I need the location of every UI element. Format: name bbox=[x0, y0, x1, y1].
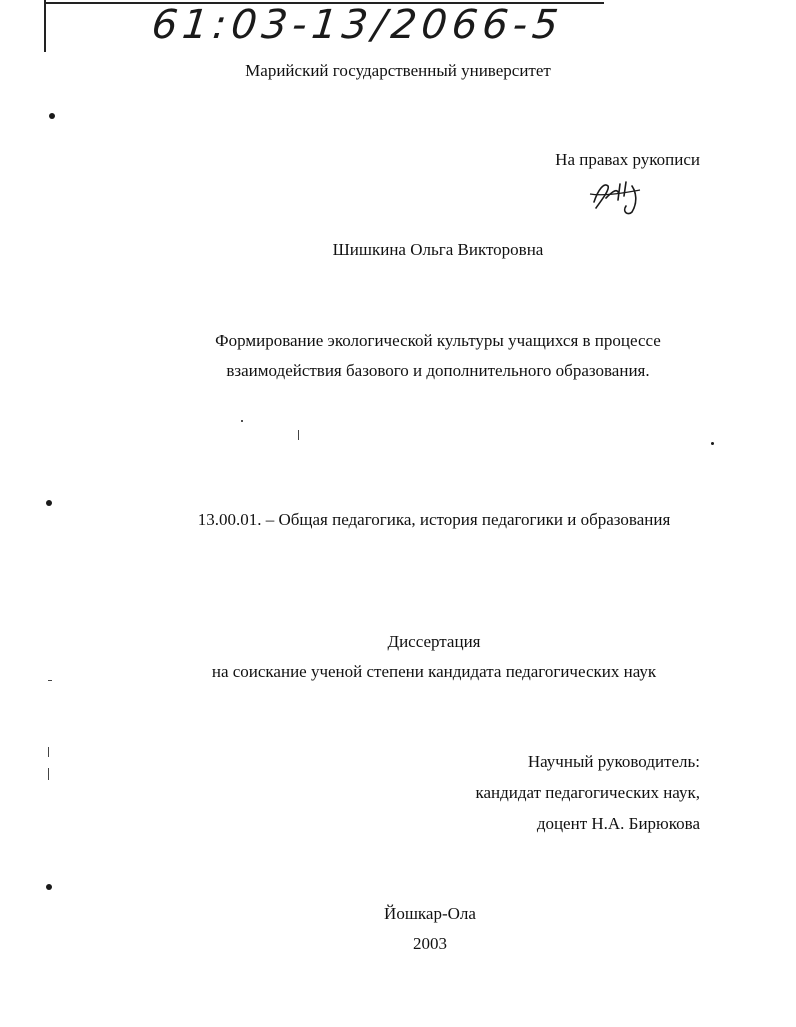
archive-stamp bbox=[44, 0, 604, 52]
scan-speck bbox=[711, 442, 714, 445]
year: 2003 bbox=[413, 934, 447, 953]
punch-mark bbox=[46, 500, 52, 506]
archive-code: 61:03-13/2066-5 bbox=[149, 2, 566, 48]
degree-heading: Диссертация bbox=[387, 632, 481, 651]
university-name: Марийский государственный университет bbox=[245, 61, 551, 80]
supervisor-name: доцент Н.А. Бирюкова bbox=[536, 814, 700, 833]
city: Йошкар-Ола bbox=[384, 904, 476, 923]
title-line-1: Формирование экологической культуры учащихся в процессе bbox=[215, 331, 661, 350]
scan-mark bbox=[48, 680, 52, 681]
degree-description: на соискание ученой степени кандидата педагогических наук bbox=[211, 662, 657, 681]
scan-mark bbox=[48, 747, 49, 757]
author-name: Шишкина Ольга Викторовна bbox=[332, 240, 544, 259]
supervisor-heading: Научный руководитель: bbox=[527, 752, 700, 771]
title-line-2: взаимодействия базового и дополнительного образования. bbox=[226, 361, 650, 380]
supervisor-degree: кандидат педагогических наук, bbox=[475, 783, 700, 802]
scan-mark bbox=[48, 768, 49, 780]
specialty: 13.00.01. – Общая педагогика, история педагогики и образования bbox=[197, 510, 671, 529]
punch-mark bbox=[46, 884, 52, 890]
signature bbox=[588, 172, 648, 218]
manuscript-note: На правах рукописи bbox=[555, 150, 700, 169]
scan-mark bbox=[298, 430, 299, 440]
punch-mark bbox=[49, 113, 55, 119]
scan-speck bbox=[241, 420, 243, 422]
